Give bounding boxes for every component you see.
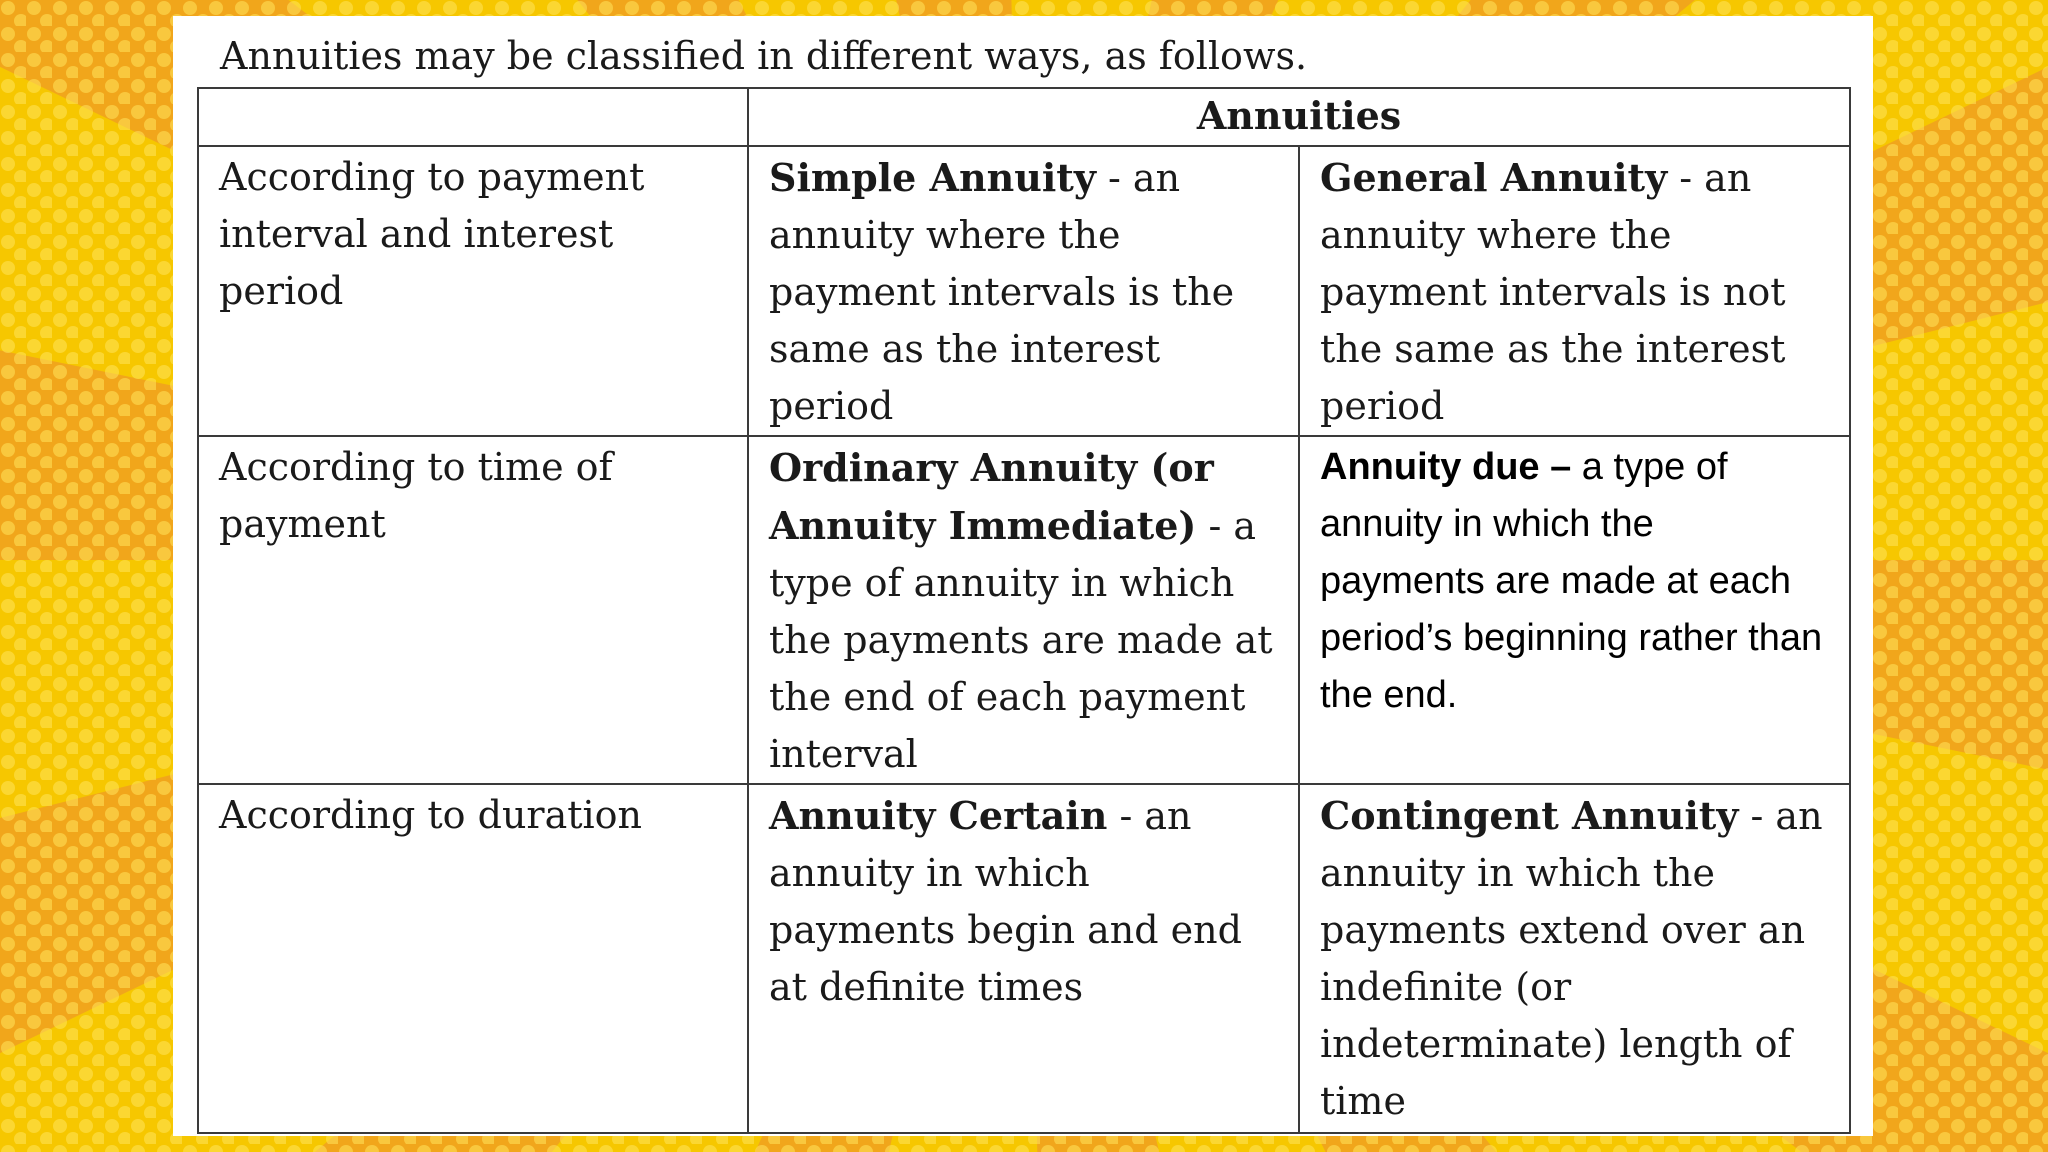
definition-text: - a type of annuity in which the payments are made at the end of each payment interval	[769, 504, 1273, 776]
table-row	[198, 436, 1850, 784]
definition-text: - an annuity where the payment intervals is the same as the interest period	[769, 156, 1235, 428]
table-row	[198, 784, 1850, 1133]
definition-text: - an annuity where the payment intervals is not the same as the interest period	[1320, 156, 1786, 428]
table-row	[198, 146, 1850, 436]
intro-text: Annuities may be classified in different ways, as follows.	[220, 34, 1308, 78]
slide-card	[173, 16, 1873, 1136]
term-label: General Annuity	[1320, 155, 1668, 200]
term-label: Annuity Certain	[769, 793, 1108, 838]
header-annuities-cell: Annuities	[748, 88, 1850, 146]
definition-text: a type of annuity in which the payments are made at each period’s beginning rather than the end.	[1320, 446, 1823, 716]
table-header-row	[198, 88, 1850, 146]
definition-cell-annuity-due	[1299, 436, 1850, 784]
definition-cell-general-annuity	[1299, 146, 1850, 436]
term-label: Ordinary Annuity (or Annuity Immediate)	[769, 445, 1214, 548]
criterion-cell: According to payment interval and interest period	[198, 146, 748, 436]
term-label: Annuity due –	[1320, 446, 1572, 488]
definition-text: - an annuity in which the payments extend over an indefinite (or indeterminate) length of time	[1320, 794, 1823, 1123]
definition-cell-contingent-annuity	[1299, 784, 1850, 1133]
header-corner-cell	[198, 88, 748, 146]
definition-cell-annuity-certain	[748, 784, 1299, 1133]
criterion-cell: According to duration	[198, 784, 748, 1133]
annuity-classification-table	[197, 87, 1851, 1134]
term-label: Contingent Annuity	[1320, 793, 1739, 838]
term-label: Simple Annuity	[769, 155, 1096, 200]
definition-cell-simple-annuity	[748, 146, 1299, 436]
definition-text: - an annuity in which payments begin and end at definite times	[769, 794, 1242, 1009]
criterion-cell: According to time of payment	[198, 436, 748, 784]
definition-cell-ordinary-annuity	[748, 436, 1299, 784]
